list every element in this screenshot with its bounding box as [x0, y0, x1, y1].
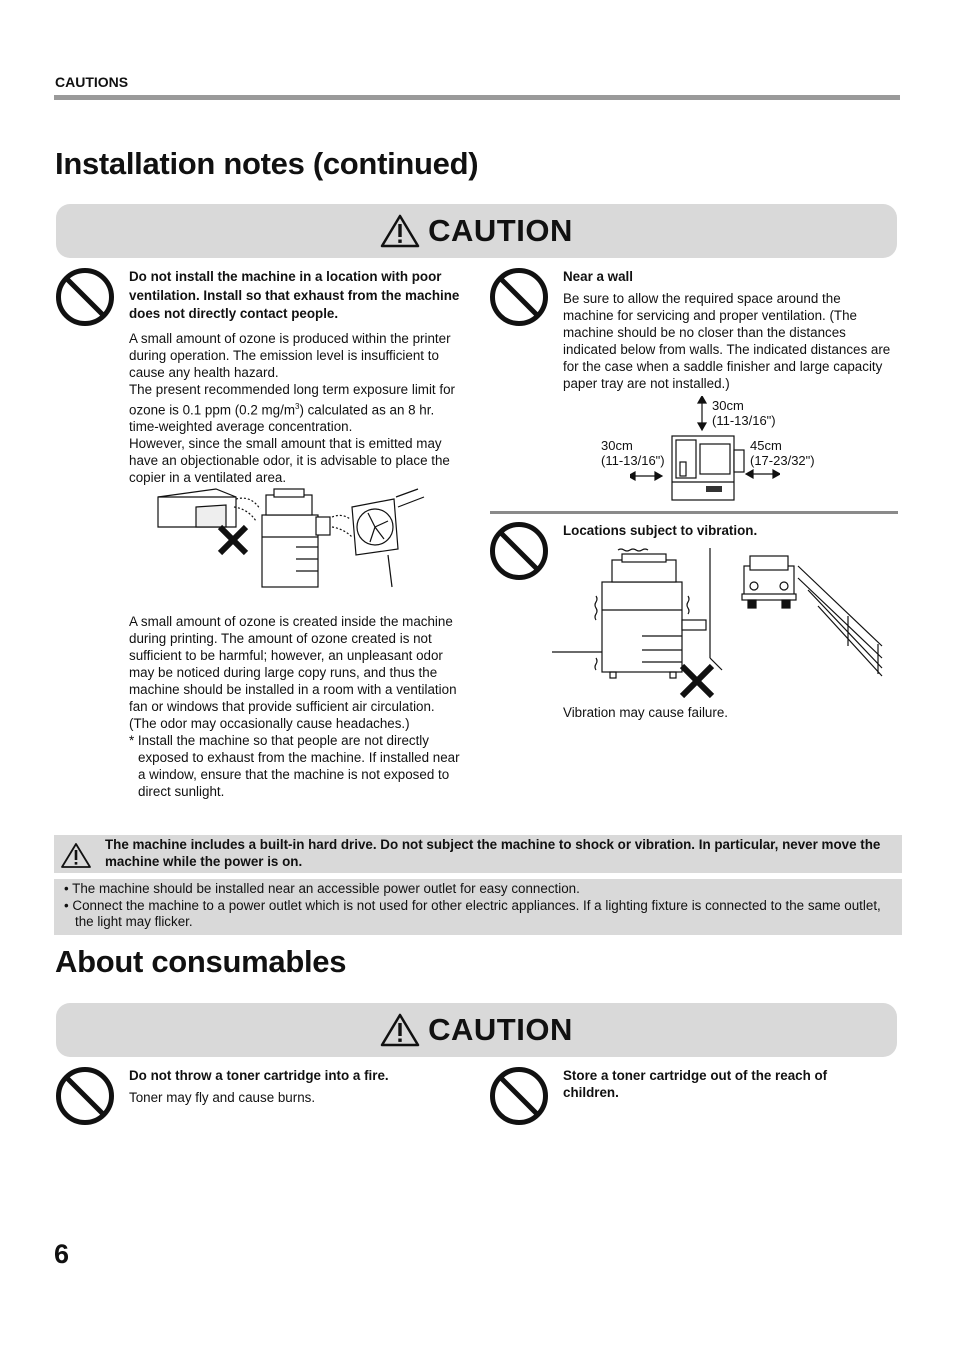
caution-label: CAUTION — [428, 1012, 573, 1047]
warning-triangle-icon — [60, 842, 92, 869]
ventilation-para1: A small amount of ozone is produced within the printer during operation. The emission level is insufficient to cause any health hazard. — [129, 330, 451, 380]
toner-store-block — [563, 1067, 863, 1101]
warning-triangle-icon — [380, 214, 420, 248]
clearance-top: 30cm (11-13/16") — [712, 398, 776, 428]
ventilation-block — [129, 268, 464, 486]
near-wall-heading: Near a wall — [563, 269, 633, 284]
ventilation-illustration — [156, 487, 426, 595]
hdd-warning-text: The machine includes a built-in hard drive. Do not subject the machine to shock or vibration. In particular, never move the machine while the power is on. — [105, 837, 881, 869]
vibration-block — [563, 522, 893, 539]
toner-fire-heading: Do not throw a toner cartridge into a fire. — [129, 1068, 389, 1083]
vibration-heading: Locations subject to vibration. — [563, 523, 758, 538]
prohibition-icon — [55, 267, 115, 327]
toner-fire-body: Toner may fly and cause burns. — [129, 1090, 316, 1105]
ventilation-note: * Install the machine so that people are not directly exposed to exhaust from the machine. If installed near a window, ensure that the machine is not exposed to direct sunlight. — [129, 733, 460, 799]
prohibition-icon — [489, 521, 549, 581]
clearance-diagram — [630, 396, 780, 502]
power-notes-box — [54, 879, 902, 935]
caution-banner — [56, 204, 897, 258]
prohibition-icon — [489, 267, 549, 327]
caution-banner — [56, 1003, 897, 1057]
header-rule — [54, 95, 900, 100]
prohibition-icon — [489, 1066, 549, 1126]
vibration-illustration — [552, 546, 892, 698]
column-divider — [490, 511, 898, 514]
prohibition-icon — [55, 1066, 115, 1126]
list-item: • Connect the machine to a power outlet which is not used for other electric appliances. If a lighting fixture is connected to the same outlet, the light may flicker. — [64, 897, 881, 929]
list-item: • The machine should be installed near an accessible power outlet for easy connection. — [64, 881, 580, 896]
ventilation-para2: The present recommended long term exposure limit for ozone is 0.1 ppm (0.2 $mg/m^3$) calculated as an 8 hr. time-weighted average concentration. — [129, 381, 455, 434]
clearance-right: 45cm (17-23/32") — [750, 438, 815, 468]
near-wall-body: Be sure to allow the required space around the machine for servicing and proper ventilation. (The machine should be no closer than the distances indicated below from walls. The indicated distances are for the case when a saddle finisher and large capacity paper tray are not installed.) — [563, 291, 891, 391]
page-title: Installation notes (continued) — [55, 146, 479, 181]
ventilation-para4: A small amount of ozone is created inside the machine during printing. The amount of ozone created is not sufficient to be harmful; however, an unpleasant odor may be noticed during large copy runs, and thus the machine should be installed in a room with a ventilation fan or windows that provide sufficient air circulation. (The odor may occasionally cause headaches.) — [129, 614, 457, 731]
caution-label: CAUTION — [428, 213, 573, 248]
toner-store-heading: Store a toner cartridge out of the reach of children. — [563, 1068, 828, 1100]
clearance-left: 30cm (11-13/16") — [601, 438, 665, 468]
hdd-warning-box — [54, 835, 902, 873]
section-label: CAUTIONS — [55, 74, 129, 90]
near-wall-block — [563, 268, 893, 392]
warning-triangle-icon — [380, 1013, 420, 1047]
ventilation-para3: However, since the small amount that is emitted may have an objectionable odor, it is advisable to place the copier in a ventilated area. — [129, 435, 450, 485]
vibration-caption: Vibration may cause failure. — [563, 705, 728, 720]
page-number: 6 — [54, 1239, 70, 1269]
section-title-consumables: About consumables — [55, 944, 347, 979]
ozone-block — [129, 613, 464, 800]
toner-fire-block — [129, 1067, 464, 1106]
ventilation-heading: Do not install the machine in a location with poor ventilation. Install so that exhaust from the machine does not directly contact people. — [129, 269, 460, 321]
